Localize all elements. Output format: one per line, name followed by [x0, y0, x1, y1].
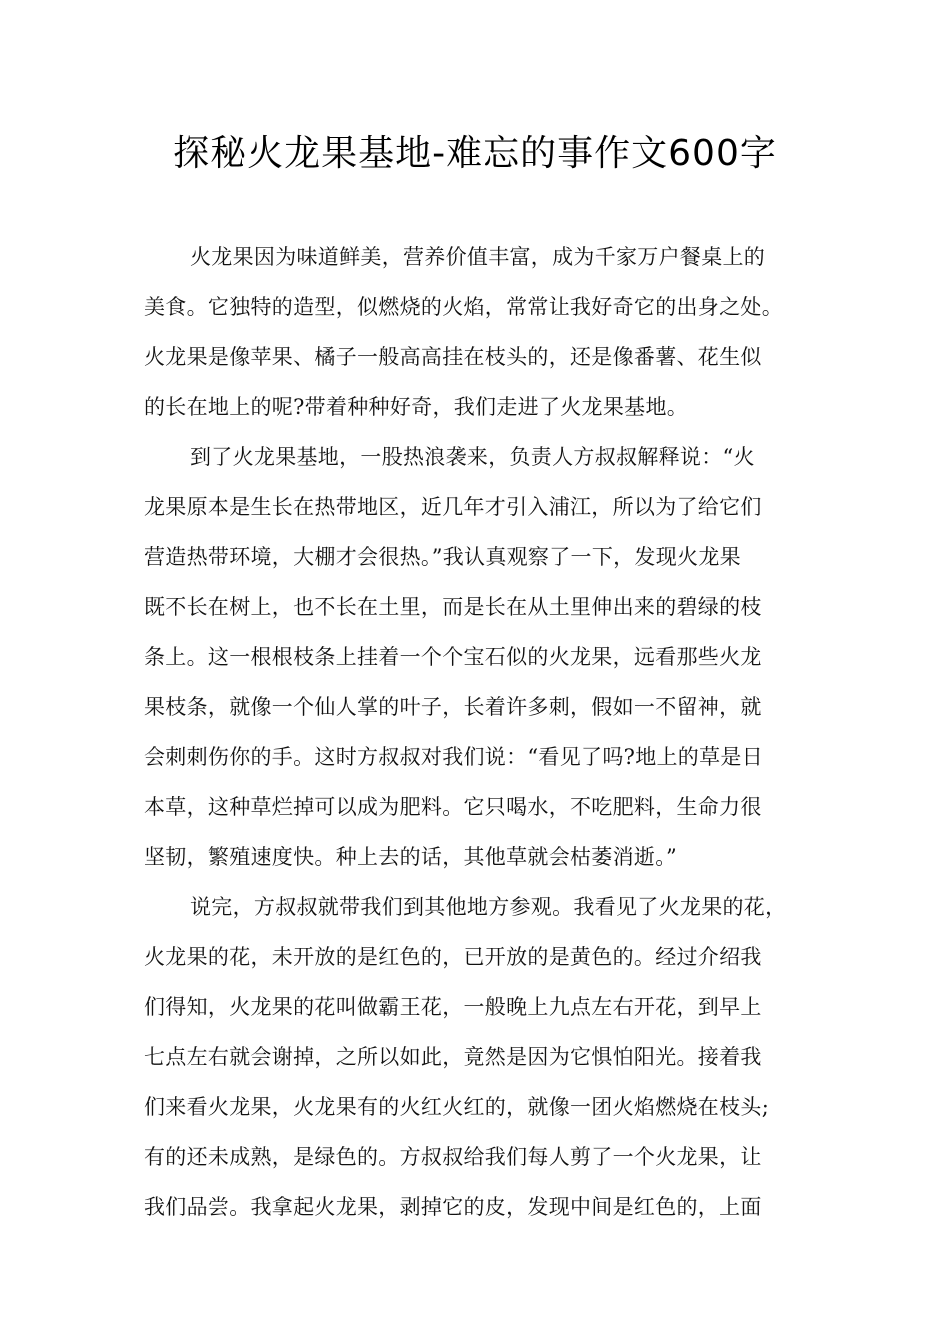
paragraph-line: 七点左右就会谢掉，之所以如此，竟然是因为它惧怕阳光。接着我: [144, 1045, 762, 1069]
paragraph-line: 有的还未成熟，是绿色的。方叔叔给我们每人剪了一个火龙果，让: [144, 1145, 762, 1169]
paragraph-line: 我们品尝。我拿起火龙果，剥掉它的皮，发现中间是红色的，上面: [144, 1195, 762, 1219]
paragraph-line: 说完，方叔叔就带我们到其他地方参观。我看见了火龙果的花，: [190, 895, 787, 919]
paragraph-line: 龙果原本是生长在热带地区，近几年才引入浦江，所以为了给它们: [144, 495, 762, 519]
document-body: [144, 232, 816, 1232]
paragraph-line: 会刺刺伤你的手。这时方叔叔对我们说：“看见了吗?地上的草是日: [144, 745, 763, 769]
paragraph-line: 营造热带环境，大棚才会很热。”我认真观察了一下，发现火龙果: [144, 545, 741, 569]
paragraph-line: 火龙果的花，未开放的是红色的，已开放的是黄色的。经过介绍我: [144, 945, 762, 969]
paragraph-line: 条上。这一根根枝条上挂着一个个宝石似的火龙果，远看那些火龙: [144, 645, 762, 669]
paragraph-line: 既不长在树上，也不长在土里，而是长在从土里伸出来的碧绿的枝: [144, 595, 762, 619]
paragraph-line: 火龙果是像苹果、橘子一般高高挂在枝头的，还是像番薯、花生似: [144, 345, 762, 369]
paragraph-line: 火龙果因为味道鲜美，营养价值丰富，成为千家万户餐桌上的: [190, 245, 766, 269]
paragraph-line: 本草，这种草烂掉可以成为肥料。它只喝水，不吃肥料，生命力很: [144, 795, 762, 819]
document-title: 探秘火龙果基地-难忘的事作文600字: [173, 133, 777, 174]
paragraph-line: 美食。它独特的造型，似燃烧的火焰，常常让我好奇它的出身之处。: [144, 295, 783, 319]
paragraph-line: 到了火龙果基地，一股热浪袭来，负责人方叔叔解释说：“火: [190, 445, 755, 469]
paragraph-line: 坚韧，繁殖速度快。种上去的话，其他草就会枯萎消逝。”: [144, 845, 678, 869]
paragraph-line: 果枝条，就像一个仙人掌的叶子，长着许多刺，假如一不留神，就: [144, 695, 762, 719]
paragraph-line: 们得知，火龙果的花叫做霸王花，一般晚上九点左右开花，到早上: [144, 995, 762, 1019]
paragraph-line: 的长在地上的呢?带着种种好奇，我们走进了火龙果基地。: [144, 395, 689, 419]
paragraph-line: 们来看火龙果，火龙果有的火红火红的，就像一团火焰燃烧在枝头;: [144, 1095, 770, 1119]
